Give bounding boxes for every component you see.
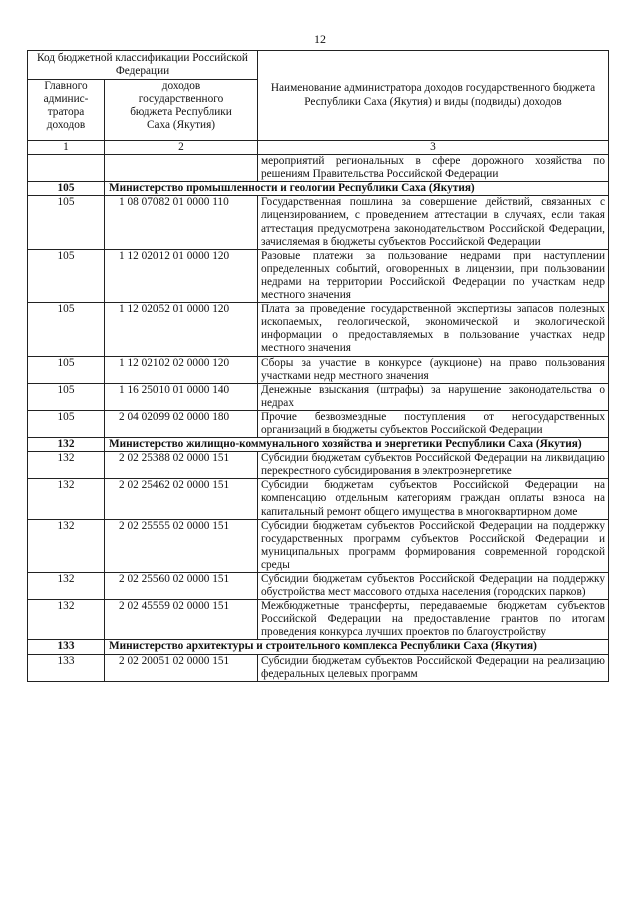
table-row: [28, 249, 609, 302]
income-name: Субсидии бюджетам субъектов Российской Федерации на поддержку обустройства мест массового отдыха населения (городских парков): [258, 573, 609, 600]
income-name: Прочие безвозмездные поступления от негосударственных организаций в бюджеты субъектов Российской Федерации: [258, 410, 609, 437]
section-header-row: [28, 640, 609, 654]
kbk-code: 2 02 45559 02 0000 151: [105, 600, 258, 640]
income-name: Разовые платежи за пользование недрами при наступлении определенных событий, оговоренных в лицензии, при пользовании недрами на территории Российской Федерации по участкам недр местного значения: [258, 249, 609, 302]
page-number: 12: [314, 32, 326, 46]
column-number-row: [28, 141, 609, 155]
income-name: Межбюджетные трансферты, передаваемые бюджетам субъектов Российской Федерации на предоставление грантов по итогам проведения конкурса лучших проектов по благоустройству: [258, 600, 609, 640]
header-group-cell: Код бюджетной классификации Российской Федерации: [28, 51, 258, 80]
sections-body: [28, 182, 609, 681]
section-header-row: [28, 438, 609, 452]
kbk-code: 2 02 25462 02 0000 151: [105, 479, 258, 519]
income-name: Денежные взыскания (штрафы) за нарушение законодательства о недрах: [258, 383, 609, 410]
table-row: [28, 410, 609, 437]
admin-code: 132: [28, 600, 105, 640]
section-code: 105: [28, 182, 105, 196]
admin-code: 105: [28, 383, 105, 410]
header-name-cell: Наименование администратора доходов государственного бюджета Республики Саха (Якутия) и виды (подвиды) доходов: [258, 51, 609, 141]
section-title: Министерство жилищно-коммунального хозяйства и энергетики Республики Саха (Якутия): [105, 438, 609, 452]
kbk-code: 2 02 25560 02 0000 151: [105, 573, 258, 600]
admin-code: 105: [28, 303, 105, 356]
admin-code: 105: [28, 410, 105, 437]
table-row: [28, 155, 609, 182]
admin-code: 132: [28, 519, 105, 572]
admin-code: 133: [28, 654, 105, 681]
continuation-text: мероприятий региональных в сфере дорожного хозяйства по решениям Правительства Российской Федерации: [258, 155, 609, 182]
admin-code: 105: [28, 249, 105, 302]
column-number: 1: [28, 141, 105, 155]
table-row: [28, 600, 609, 640]
section-title: Министерство архитектуры и строительного комплекса Республики Саха (Якутия): [105, 640, 609, 654]
income-name: Субсидии бюджетам субъектов Российской Федерации на компенсацию отдельным категориям граждан оплаты взноса на капитальный ремонт общего имущества в многоквартирном доме: [258, 479, 609, 519]
kbk-code: 1 12 02012 01 0000 120: [105, 249, 258, 302]
kbk-code: 1 12 02102 02 0000 120: [105, 356, 258, 383]
table-row: [28, 479, 609, 519]
header-admin-cell: Главного админис-тратора доходов: [28, 80, 105, 141]
kbk-code: 1 08 07082 01 0000 110: [105, 196, 258, 249]
column-number: 2: [105, 141, 258, 155]
income-name: Государственная пошлина за совершение действий, связанных с лицензированием, с проведением аттестации в случаях, если такая аттестация предусмотрена законодательством Российской Федерации, зачисляемая в бюджеты субъектов Российской Федерации: [258, 196, 609, 249]
table-row: [28, 303, 609, 356]
kbk-code: 2 02 25555 02 0000 151: [105, 519, 258, 572]
kbk-code: 2 02 20051 02 0000 151: [105, 654, 258, 681]
kbk-code: 2 02 25388 02 0000 151: [105, 452, 258, 479]
table-row: [28, 356, 609, 383]
table-row: [28, 196, 609, 249]
admin-code: 105: [28, 356, 105, 383]
income-name: Субсидии бюджетам субъектов Российской Федерации на ликвидацию перекрестного субсидирования в электроэнергетике: [258, 452, 609, 479]
table-row: [28, 519, 609, 572]
column-number: 3: [258, 141, 609, 155]
section-title: Министерство промышленности и геологии Республики Саха (Якутия): [105, 182, 609, 196]
admin-code: 132: [28, 573, 105, 600]
income-name: Субсидии бюджетам субъектов Российской Федерации на реализацию федеральных целевых программ: [258, 654, 609, 681]
kbk-code: 1 12 02052 01 0000 120: [105, 303, 258, 356]
admin-code: 132: [28, 479, 105, 519]
admin-code: 132: [28, 452, 105, 479]
income-name: Субсидии бюджетам субъектов Российской Федерации на поддержку государственных программ субъектов Российской Федерации и муниципальных программ формирования современной городской среды: [258, 519, 609, 572]
kbk-code: 2 04 02099 02 0000 180: [105, 410, 258, 437]
section-code: 132: [28, 438, 105, 452]
section-header-row: [28, 182, 609, 196]
table-row: [28, 383, 609, 410]
header-income-cell: доходов государственного бюджета Республики Саха (Якутия): [105, 80, 258, 141]
table-row: [28, 452, 609, 479]
table-row: [28, 654, 609, 681]
budget-classification-table: [27, 50, 609, 682]
kbk-code: 1 16 25010 01 0000 140: [105, 383, 258, 410]
table-row: [28, 573, 609, 600]
section-code: 133: [28, 640, 105, 654]
admin-code: 105: [28, 196, 105, 249]
income-name: Плата за проведение государственной экспертизы запасов полезных ископаемых, геологической, экономической и экологической информации о предоставляемых в пользование участках недр местного значения: [258, 303, 609, 356]
table-header-row: [28, 51, 609, 80]
income-name: Сборы за участие в конкурсе (аукционе) на право пользования участками недр местного значения: [258, 356, 609, 383]
